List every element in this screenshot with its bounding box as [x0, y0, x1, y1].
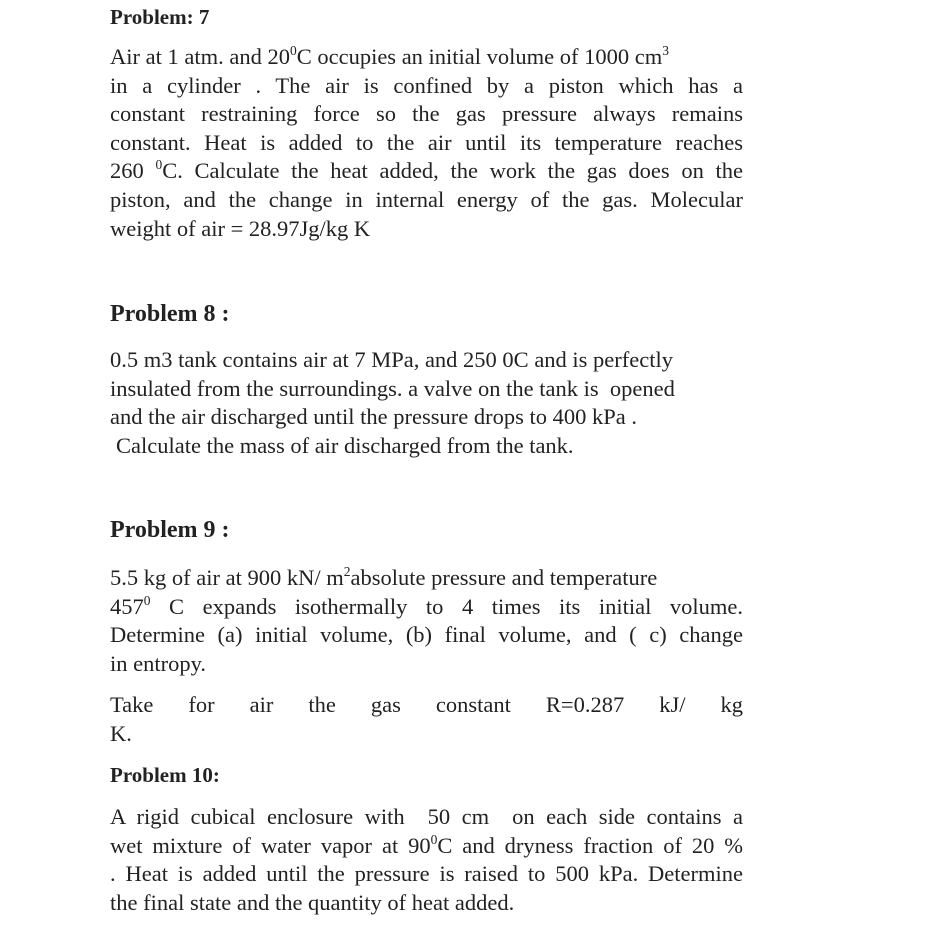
problem-7-text — [110, 43, 743, 243]
problem-9-text — [110, 564, 743, 678]
text-line: A rigid cubical enclosure with 50 cm on each side contains a — [110, 804, 743, 829]
text-line: the final state and the quantity of heat added. — [110, 889, 515, 915]
text-line: constant restraining force so the gas pressure always remains — [110, 101, 743, 127]
text-line: insulated from the surroundings. a valve on the tank is opened — [110, 375, 675, 401]
text-line: Calculate the mass of air discharged from the tank. — [116, 432, 574, 458]
problem-10-text — [110, 803, 743, 917]
problem-9-gas-constant-note — [110, 691, 743, 748]
text-line: weight of air = 28.97Jg/kg K — [110, 215, 371, 241]
text-line: Air at 1 atm. and $20^0C$ occupies an initial volume of 1000 $cm^3$ — [110, 43, 670, 69]
text-line: in a cylinder . The air is confined by a piston which has a — [110, 72, 743, 98]
problem-8-heading: Problem 8 : — [110, 301, 230, 327]
problem-9-heading: Problem 9 : — [110, 517, 230, 543]
text-line: K. — [110, 720, 132, 746]
text-line: and the air discharged until the pressure drops to 400 kPa . — [110, 404, 637, 430]
problem-8-text — [110, 346, 730, 460]
text-line: . Heat is added until the pressure is raised to 500 kPa. Determine — [110, 861, 743, 887]
text-line: wet mixture of water vapor at $90^0C$ and dryness fraction of 20 % — [110, 831, 743, 858]
problem-7-heading: Problem: 7 — [110, 5, 210, 29]
text-line: 260 $^0$C. Calculate the heat added, the work the gas does on the — [110, 157, 744, 184]
text-line: 0.5 m3 tank contains air at 7 MPa, and 250 0C and is perfectly — [110, 347, 674, 372]
text-line: in entropy. — [110, 650, 207, 676]
text-line: 5.5 kg of air at 900 kN/ $m^2absolute$ pressure and temperature — [110, 564, 658, 590]
problem-10-heading: Problem 10: — [110, 763, 220, 787]
text-line: Determine (a) initial volume, (b) final volume, and ( c) change — [110, 622, 743, 648]
text-line: Take for air the gas constant R=0.287 kJ/ kg — [110, 692, 743, 717]
text-line: piston, and the change in internal energy of the gas. Molecular — [110, 186, 743, 212]
text-line: constant. Heat is added to the air until its temperature reaches — [110, 129, 743, 155]
text-line: $457^0$ C expands isothermally to 4 times its initial volume. — [110, 592, 743, 619]
